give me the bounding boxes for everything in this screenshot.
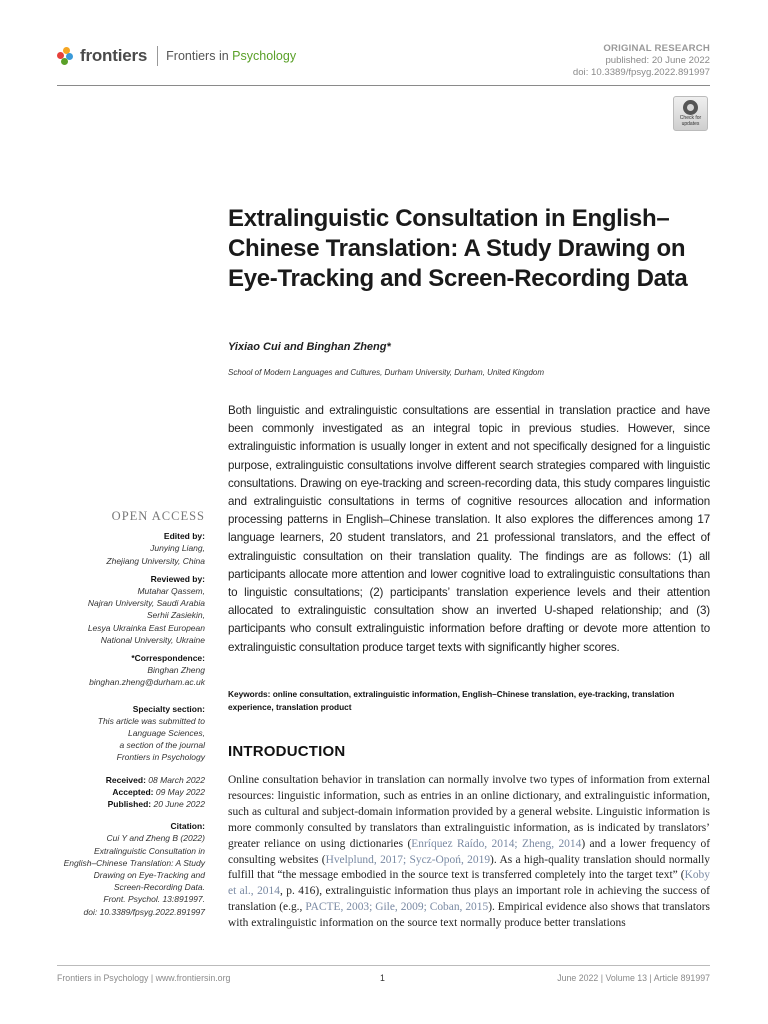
header-divider — [57, 85, 710, 86]
article-sidebar — [50, 510, 205, 918]
citation-link[interactable]: PACTE, 2003; Gile, 2009; Coban, 2015 — [305, 901, 489, 914]
published-date: published: 20 June 2022 — [605, 55, 710, 66]
footer-divider — [57, 965, 710, 966]
author-affiliation: School of Modern Languages and Cultures, Durham University, Durham, United Kingdom — [228, 368, 545, 377]
journal-name: Frontiers in Psychology — [166, 49, 297, 63]
reviewer-affiliation: Najran University, Saudi Arabia — [87, 598, 205, 609]
editor-affiliation: Zhejiang University, China — [106, 555, 205, 566]
footer-volume-info: June 2022 | Volume 13 | Article 891997 — [557, 973, 710, 983]
article-dates — [50, 774, 205, 811]
section-heading-introduction: INTRODUCTION — [228, 743, 346, 760]
frontiers-logo-icon — [57, 47, 75, 65]
citation-line: Extralinguistic Consultation in — [93, 845, 205, 856]
reviewer-name[interactable]: Mutahar Qassem, — [137, 586, 205, 597]
specialty-line: Language Sciences, — [127, 728, 205, 739]
article-meta — [573, 43, 710, 79]
page-number: 1 — [380, 973, 385, 983]
accepted-date: Accepted: 09 May 2022 — [112, 786, 205, 797]
introduction-paragraph: Online consultation behavior in translation can normally involve two types of information from external resources: linguistic information, such as entries in an online dictionary, and extralinguistic information, such as cultural and subject-domain information provided by a general website. Linguistic information is more commonly consulted by translators than extralinguistic information, as is indicated by translators’ greater reliance on using dictionaries (Enríquez Raído, 2014; Zheng, 2014) and a lower frequency of consulting websites (Hvelplund, 2017; Sycz-Opoń, 2019). As a high-quality translation should normally fulfill that “the message embodied in the source text is transferred completely into the target text” (Koby et al., 2014, p. 416), extralinguistic information thus plays an important role in achieving the success of translation (e.g., PACTE, 2003; Gile, 2009; Coban, 2015). Empirical evidence also shows that translators with extralinguistic information on the source text normally produce better translations — [228, 774, 711, 930]
citation-line: Cui Y and Zheng B (2022) — [106, 833, 205, 844]
author-list[interactable]: Yixiao Cui and Binghan Zheng* — [228, 341, 391, 353]
edited-by-label: Edited by: — [163, 531, 205, 542]
crossmark-icon — [683, 100, 698, 115]
citation-line: Front. Psychol. 13:891997. — [103, 894, 205, 905]
open-access-label: OPEN ACCESS — [111, 509, 205, 523]
received-date: Received: 08 March 2022 — [105, 774, 205, 785]
citation-line: English–Chinese Translation: A Study — [63, 857, 205, 868]
correspondence-name: Binghan Zheng — [147, 665, 205, 676]
reviewer-name[interactable]: Serhii Zasiekin, — [146, 610, 205, 621]
page-header — [0, 0, 768, 90]
specialty-line: Frontiers in Psychology — [116, 752, 205, 763]
check-for-updates-button[interactable] — [673, 96, 708, 131]
reviewed-by-label: Reviewed by: — [150, 573, 205, 584]
brand-name: frontiers — [80, 46, 148, 65]
journal-logo[interactable] — [57, 44, 296, 68]
footer-journal-link[interactable]: Frontiers in Psychology | www.frontiersin.org — [57, 973, 231, 983]
citation-link[interactable]: Koby et al., 2014 — [228, 869, 710, 898]
abstract: Both linguistic and extralinguistic consultations are essential in translation practice and have been commonly investigated as an integral topic in previous studies. However, since extralinguistic information is usually longer in extent and not specifically designed for a linguistic purpose, extralinguistic consultations involve different search strategies compared with linguistic consultations. Drawing on eye-tracking and screen-recording data, this study compares linguistic and extralinguistic consultations in terms of cognitive resources allocation and information processing patterns in English–Chinese translation. It also explores the differences among 17 language learners, 20 student translators, and 21 professional translators, and the effect of extralinguistic consultation on their translation quality. The findings are as follows: (1) all participants allocate more attention and lower cognitive load to extralinguistic consultations than to linguistic consultations; (2) participants’ translation experience levels and their attention allocated to extralinguistic consultation show an inverted U-shaped relationship; and (3) participants who consult extralinguistic information before drafting or devote more attention to extralinguistic consultation produce target texts with significantly higher scores. — [228, 404, 710, 654]
specialty-section-label: Specialty section: — [132, 703, 205, 714]
article-doi[interactable]: doi: 10.3389/fpsyg.2022.891997 — [572, 67, 710, 78]
editor-name[interactable]: Junying Liang, — [150, 543, 205, 554]
citation-line: Screen-Recording Data. — [113, 882, 205, 893]
specialty-line: This article was submitted to — [97, 715, 205, 726]
article-title: Extralinguistic Consultation in English–Chinese Translation: A Study Drawing on Eye-Tracking and Screen-Recording Data — [228, 205, 688, 292]
correspondence-label: *Correspondence: — [131, 653, 205, 664]
published-date-sidebar: Published: 20 June 2022 — [107, 799, 205, 810]
check-updates-label: Check for updates — [679, 115, 702, 127]
reviewer-affiliation: National University, Ukraine — [100, 634, 205, 645]
citation-line: Drawing on Eye-Tracking and — [93, 870, 205, 881]
correspondence-email[interactable]: binghan.zheng@durham.ac.uk — [89, 677, 205, 688]
citation-link[interactable]: Hvelplund, 2017; Sycz-Opoń, 2019 — [325, 853, 491, 866]
citation-label: Citation: — [170, 821, 205, 832]
reviewer-affiliation: Lesya Ukrainka East European — [87, 622, 205, 633]
citation-doi[interactable]: doi: 10.3389/fpsyg.2022.891997 — [83, 906, 205, 917]
logo-divider — [157, 46, 158, 66]
citation-link[interactable]: Enríquez Raído, 2014; Zheng, 2014 — [411, 837, 582, 850]
article-type: ORIGINAL RESEARCH — [603, 43, 710, 54]
specialty-line: a section of the journal — [119, 740, 205, 751]
keywords: Keywords: online consultation, extralinguistic information, English–Chinese translation, eye-tracking, translation experience, translation product — [228, 689, 675, 712]
